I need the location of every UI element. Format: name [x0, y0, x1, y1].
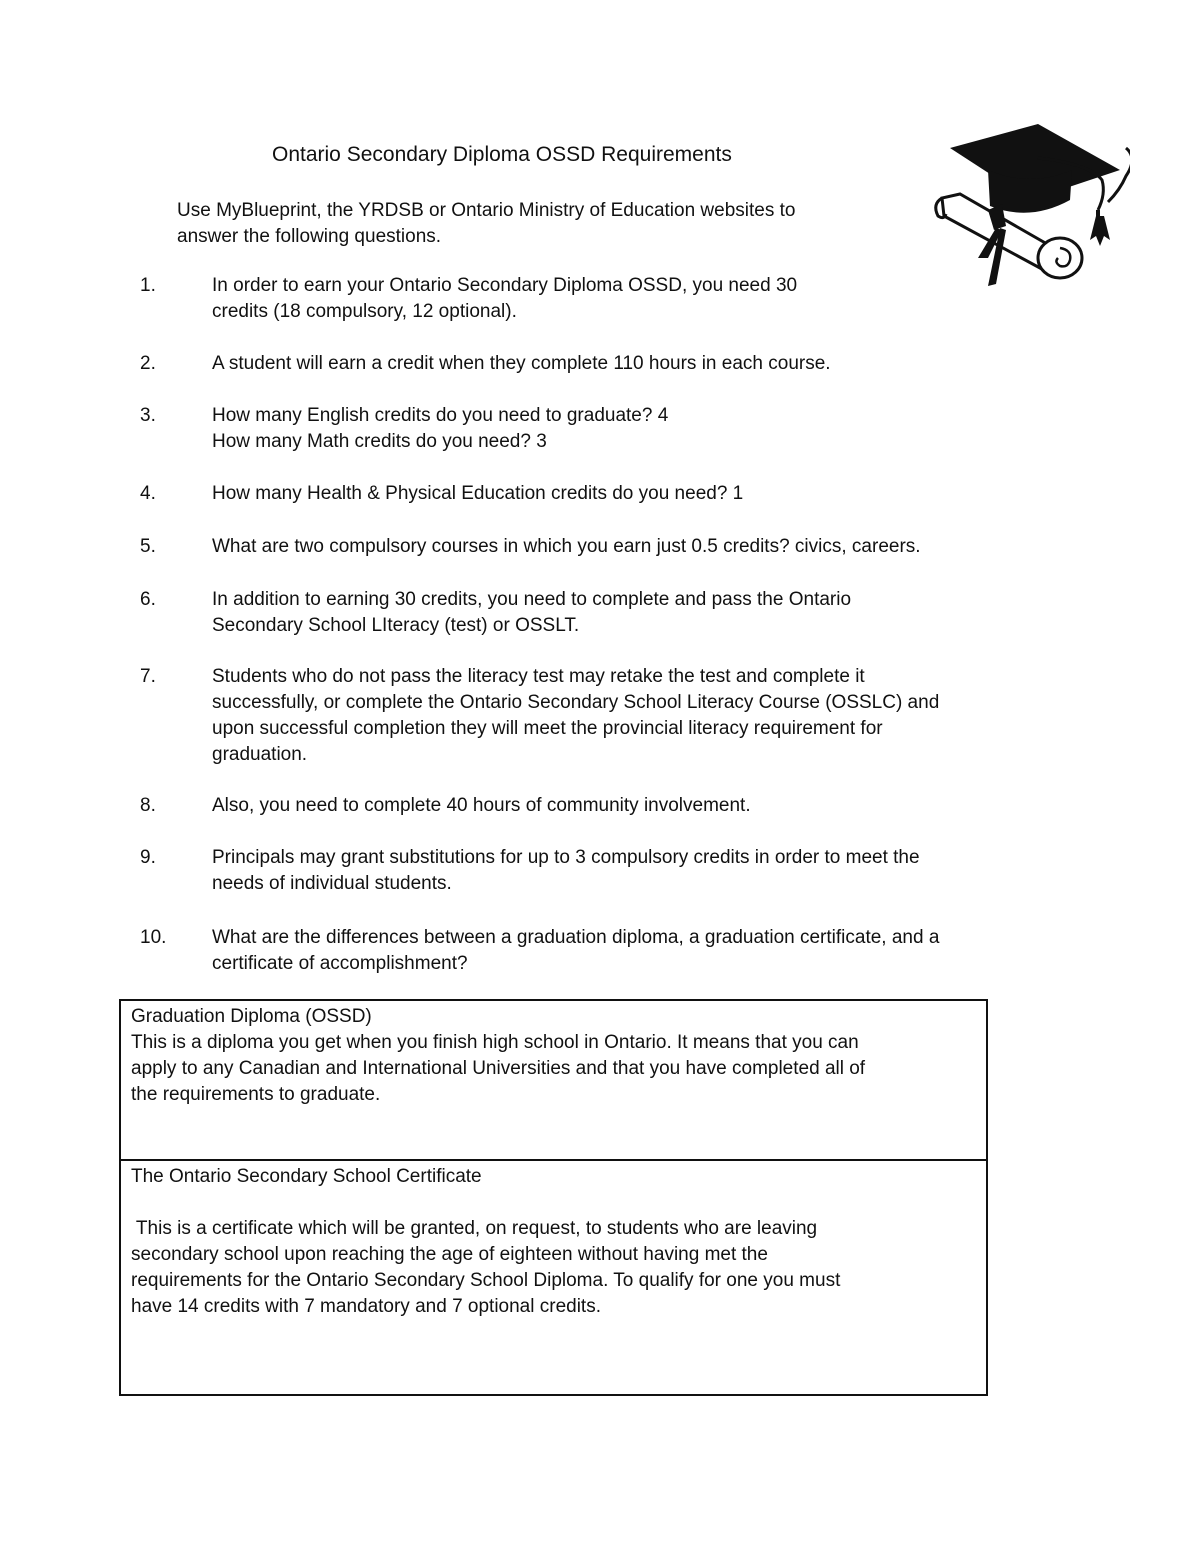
certificate-text: requirements for the Ontario Secondary School Diploma. To qualify for one you must: [131, 1270, 841, 1291]
question-text: Students who do not pass the literacy test may retake the test and complete it: [212, 666, 865, 687]
question-number: 5.: [140, 536, 156, 557]
question-number: 2.: [140, 353, 156, 374]
certificate-text: have 14 credits with 7 mandatory and 7 optional credits.: [131, 1296, 601, 1317]
question-number: 4.: [140, 483, 156, 504]
diploma-cell: [121, 1001, 986, 1161]
question-text: What are two compulsory courses in which you earn just 0.5 credits? civics, careers.: [212, 536, 921, 557]
intro-line: Use MyBlueprint, the YRDSB or Ontario Ministry of Education websites to: [177, 200, 796, 221]
question-text: successfully, or complete the Ontario Secondary School Literacy Course (OSSLC) and: [212, 692, 940, 713]
graduation-cap-diploma-icon: [930, 118, 1130, 293]
intro-line: answer the following questions.: [177, 226, 442, 247]
certificate-cell: [121, 1161, 986, 1323]
certificate-heading: The Ontario Secondary School Certificate: [131, 1166, 482, 1187]
question-text: How many Math credits do you need? 3: [212, 431, 547, 452]
question-text: Also, you need to complete 40 hours of community involvement.: [212, 795, 751, 816]
certificate-text: secondary school upon reaching the age of eighteen without having met the: [131, 1244, 768, 1265]
page-title: Ontario Secondary Diploma OSSD Requirements: [272, 143, 732, 166]
diploma-text: apply to any Canadian and International Universities and that you have completed all of: [131, 1058, 866, 1079]
answer-table: [119, 999, 988, 1396]
question-text: How many English credits do you need to graduate? 4: [212, 405, 669, 426]
question-text: What are the differences between a graduation diploma, a graduation certificate, and a: [212, 927, 940, 948]
question-number: 10.: [140, 927, 167, 948]
question-text: Secondary School LIteracy (test) or OSSLT.: [212, 615, 580, 636]
question-text: credits (18 compulsory, 12 optional).: [212, 301, 517, 322]
question-number: 6.: [140, 589, 156, 610]
question-text: Principals may grant substitutions for up to 3 compulsory credits in order to meet the: [212, 847, 920, 868]
question-number: 7.: [140, 666, 156, 687]
question-text: How many Health & Physical Education credits do you need? 1: [212, 483, 744, 504]
question-number: 3.: [140, 405, 156, 426]
question-number: 8.: [140, 795, 156, 816]
blank-line: [131, 1190, 976, 1216]
question-text: needs of individual students.: [212, 873, 452, 894]
certificate-text: This is a certificate which will be granted, on request, to students who are leaving: [131, 1218, 818, 1239]
question-text: In addition to earning 30 credits, you need to complete and pass the Ontario: [212, 589, 852, 610]
intro-instructions: [177, 198, 907, 250]
question-number: 9.: [140, 847, 156, 868]
question-text: upon successful completion they will meet the provincial literacy requirement for: [212, 718, 883, 739]
question-text: graduation.: [212, 744, 308, 765]
question-text: A student will earn a credit when they complete 110 hours in each course.: [212, 353, 831, 374]
diploma-text: This is a diploma you get when you finish high school in Ontario. It means that you can: [131, 1032, 859, 1053]
question-text: In order to earn your Ontario Secondary Diploma OSSD, you need 30: [212, 275, 798, 296]
question-text: certificate of accomplishment?: [212, 953, 468, 974]
question-number: 1.: [140, 275, 156, 296]
diploma-heading: Graduation Diploma (OSSD): [131, 1006, 372, 1027]
diploma-text: the requirements to graduate.: [131, 1084, 381, 1105]
